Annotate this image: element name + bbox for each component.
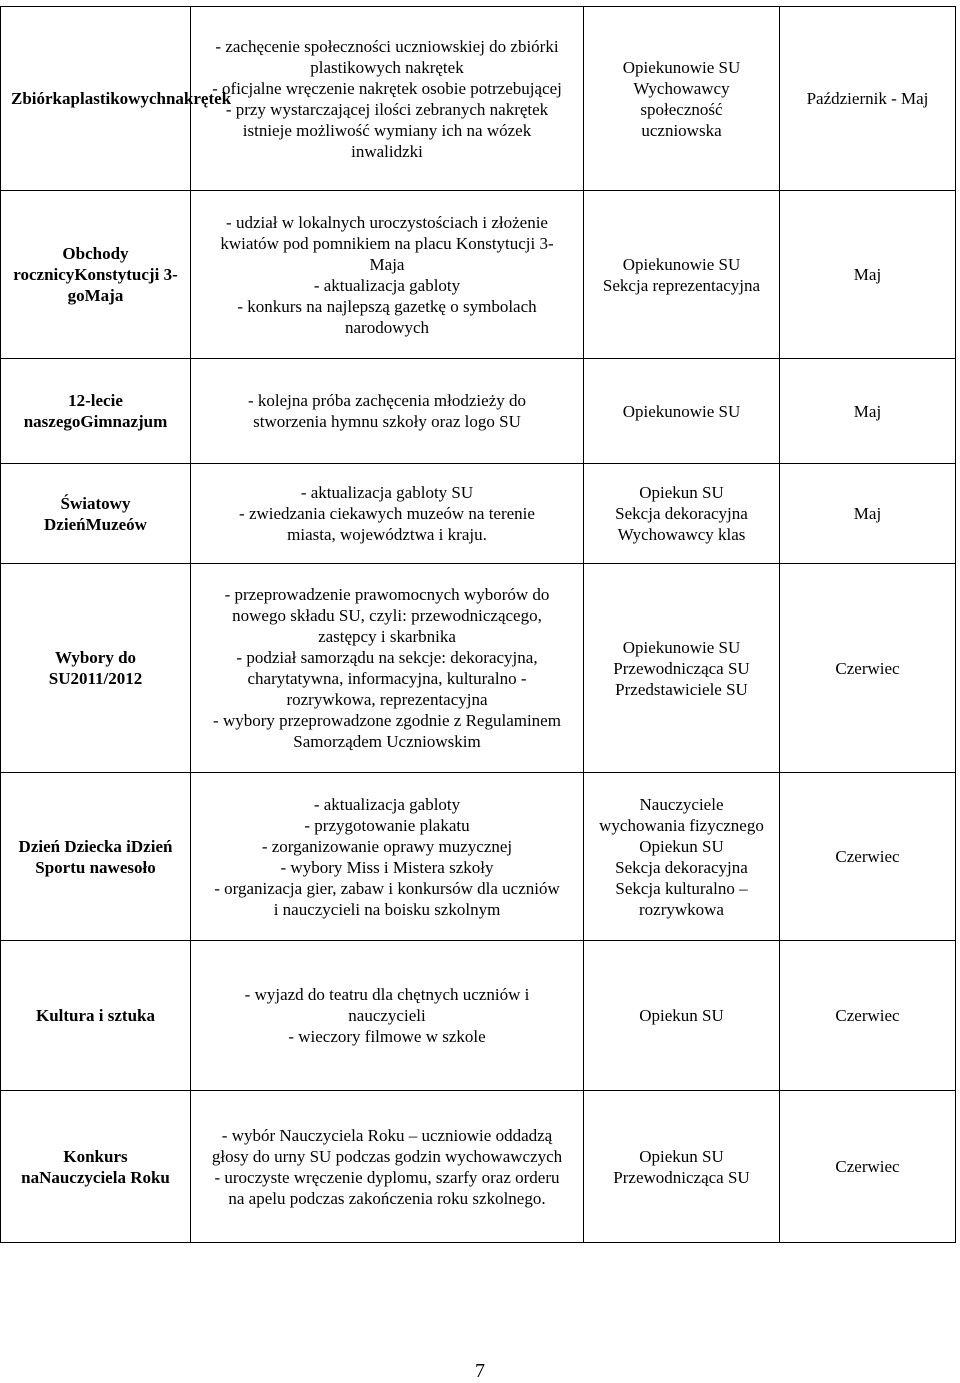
responsible-line: uczniowska xyxy=(641,120,722,140)
description-cell xyxy=(191,564,584,773)
responsible-cell xyxy=(584,564,780,773)
description-line: - aktualizacja gabloty xyxy=(313,275,461,295)
activity-name-line: plastikowych xyxy=(70,89,166,108)
responsible-cell xyxy=(584,773,780,941)
activity-name-line: Dzień Dziecka i xyxy=(18,836,131,856)
table-row xyxy=(1,564,956,773)
description-line: istnieje możliwość wymiany ich na wózek xyxy=(242,120,532,140)
description-line: - przeprowadzenie prawomocnych wyborów do xyxy=(224,585,550,604)
activity-name-cell xyxy=(1,773,191,941)
activity-name-cell xyxy=(1,191,191,359)
description-cell xyxy=(191,1091,584,1243)
responsible-cell xyxy=(584,7,780,191)
activity-name-cell xyxy=(1,464,191,564)
description-line: kwiatów pod pomnikiem na placu Konstytucji 3- xyxy=(220,233,554,253)
description-line: Samorządem Uczniowskim xyxy=(293,732,481,751)
responsible-line: Przewodnicząca SU xyxy=(613,1167,750,1187)
responsible-line: Opiekun SU xyxy=(639,483,724,502)
description-line: - wyjazd do teatru dla chętnych uczniów i xyxy=(244,985,530,1004)
activity-name-line: wesoło xyxy=(107,857,156,877)
activity-name-line: Gimnazjum xyxy=(80,412,168,431)
description-line: na apelu podczas zakończenia roku szkolnego. xyxy=(228,1188,546,1208)
responsible-cell xyxy=(584,191,780,359)
responsible-line: rozrywkowa xyxy=(639,899,724,919)
date-cell: Czerwiec xyxy=(780,773,956,941)
activity-name-line: Wybory do SU xyxy=(48,648,137,688)
description-cell xyxy=(191,7,584,191)
responsible-line: Opiekunowie SU xyxy=(622,254,741,274)
description-line: - przy wystarczającej ilości zebranych nakrętek xyxy=(225,99,549,119)
activity-plan-table xyxy=(0,6,956,1243)
description-line: narodowych xyxy=(344,317,430,337)
description-line: - zachęcenie społeczności uczniowskiej do zbiórki xyxy=(215,36,559,56)
responsible-line: Opiekunowie SU xyxy=(622,637,741,657)
table-row xyxy=(1,7,956,191)
description-line: - wieczory filmowe w szkole xyxy=(288,1027,486,1046)
responsible-line: Opiekunowie SU xyxy=(622,57,741,77)
activity-name-line: Maja xyxy=(84,286,124,305)
activity-name-line: nakrętek xyxy=(165,89,232,108)
responsible-line: Wychowawcy xyxy=(633,78,730,98)
activity-name-line: Nauczyciela Roku xyxy=(39,1167,170,1187)
description-line: plastikowych nakrętek xyxy=(310,57,464,77)
activity-name-line: Światowy Dzień xyxy=(44,493,131,534)
activity-name-line: Obchody rocznicy xyxy=(13,244,129,284)
activity-name-cell xyxy=(1,1091,191,1243)
activity-name-line: Dzień Sportu na xyxy=(35,836,173,877)
responsible-line: Opiekun SU xyxy=(639,1006,724,1025)
description-line: - oficjalne wręczenie nakrętek osobie potrzebującej xyxy=(212,78,562,98)
description-line: - zwiedzania ciekawych muzeów na terenie xyxy=(239,504,535,523)
table-row xyxy=(1,359,956,464)
description-cell xyxy=(191,464,584,564)
table-row xyxy=(1,191,956,359)
table-row xyxy=(1,1091,956,1243)
description-line: głosy do urny SU podczas godzin wychowawczych xyxy=(211,1146,563,1166)
table-body xyxy=(1,7,956,1243)
table-row xyxy=(1,941,956,1091)
activity-name-cell xyxy=(1,564,191,773)
responsible-line: Przedstawiciele SU xyxy=(615,679,748,699)
activity-name-cell xyxy=(1,941,191,1091)
description-line: - udział w lokalnych uroczystościach i złożenie xyxy=(226,212,548,232)
activity-name-cell xyxy=(1,359,191,464)
date-cell: Maj xyxy=(780,464,956,564)
responsible-line: Sekcja kulturalno – xyxy=(615,878,748,898)
description-cell xyxy=(191,191,584,359)
responsible-line: Przewodnicząca SU xyxy=(613,658,750,678)
activity-name-cell xyxy=(1,7,232,191)
activity-name-line: Muzeów xyxy=(85,514,147,534)
date-cell: Czerwiec xyxy=(780,941,956,1091)
description-cell xyxy=(191,941,584,1091)
description-cell xyxy=(191,359,584,464)
activity-name-line: 12-lecie naszego xyxy=(23,391,123,431)
description-line: - przygotowanie plakatu xyxy=(304,815,470,835)
responsible-line: Opiekun SU xyxy=(639,1146,724,1166)
description-line: - wybór Nauczyciela Roku – uczniowie oddadzą xyxy=(221,1125,553,1145)
table-row xyxy=(1,773,956,941)
description-line: nauczycieli xyxy=(348,1006,426,1025)
description-line: - wybory przeprowadzone zgodnie z Regulaminem xyxy=(213,711,561,730)
description-line: charytatywna, informacyjna, kulturalno - xyxy=(247,669,527,688)
date-cell: Październik - Maj xyxy=(780,7,956,191)
description-line: - kolejna próba zachęcenia młodzieży do xyxy=(247,391,526,410)
date-cell: Czerwiec xyxy=(780,564,956,773)
responsible-line: społeczność xyxy=(640,99,723,119)
responsible-cell xyxy=(584,464,780,564)
activity-name-line: Konkurs na xyxy=(21,1146,128,1187)
responsible-line: Nauczyciele xyxy=(639,794,724,814)
description-line: - konkurs na najlepszą gazetkę o symbolach xyxy=(237,296,537,316)
responsible-cell xyxy=(584,1091,780,1243)
table-row xyxy=(1,464,956,564)
description-line: miasta, województwa i kraju. xyxy=(287,525,487,544)
responsible-line: Sekcja dekoracyjna xyxy=(615,504,748,523)
date-cell: Czerwiec xyxy=(780,1091,956,1243)
responsible-line: wychowania fizycznego xyxy=(599,815,764,835)
description-line: - uroczyste wręczenie dyplomu, szarfy oraz orderu xyxy=(214,1167,560,1187)
description-line: zastępcy i skarbnika xyxy=(318,627,456,646)
responsible-cell xyxy=(584,941,780,1091)
description-cell xyxy=(191,773,584,941)
description-line: - aktualizacja gabloty xyxy=(313,794,461,814)
date-cell: Maj xyxy=(780,359,956,464)
description-line: - zorganizowanie oprawy muzycznej xyxy=(261,836,513,856)
page-number: 7 xyxy=(475,1360,485,1382)
description-line: - wybory Miss i Mistera szkoły xyxy=(280,857,494,877)
description-line: - podział samorządu na sekcje: dekoracyjna, xyxy=(236,648,538,667)
description-line: Maja xyxy=(369,254,405,274)
responsible-line: Wychowawcy klas xyxy=(617,525,746,544)
activity-name-line: 2011/2012 xyxy=(70,669,143,688)
responsible-line: Opiekun SU xyxy=(639,836,724,856)
description-line: i nauczycieli na boisku szkolnym xyxy=(273,899,501,919)
description-line: - organizacja gier, zabaw i konkursów dla uczniów xyxy=(214,878,560,898)
activity-name-line: Kultura i sztuka xyxy=(35,1006,156,1025)
activity-name-line: Zbiórka xyxy=(11,89,71,108)
description-line: rozrywkowa, reprezentacyjna xyxy=(286,690,488,709)
responsible-line: Sekcja reprezentacyjna xyxy=(602,275,761,295)
description-line: inwalidzki xyxy=(351,141,423,161)
description-line: stworzenia hymnu szkoły oraz logo SU xyxy=(253,412,521,431)
responsible-line: Opiekunowie SU xyxy=(622,401,741,421)
description-line: nowego składu SU, czyli: przewodniczącego, xyxy=(232,606,542,625)
date-cell: Maj xyxy=(780,191,956,359)
description-line: - aktualizacja gabloty SU xyxy=(300,483,474,502)
responsible-line: Sekcja dekoracyjna xyxy=(615,857,748,877)
activity-name-line: Konstytucji 3-go xyxy=(67,265,178,305)
responsible-cell xyxy=(584,359,780,464)
